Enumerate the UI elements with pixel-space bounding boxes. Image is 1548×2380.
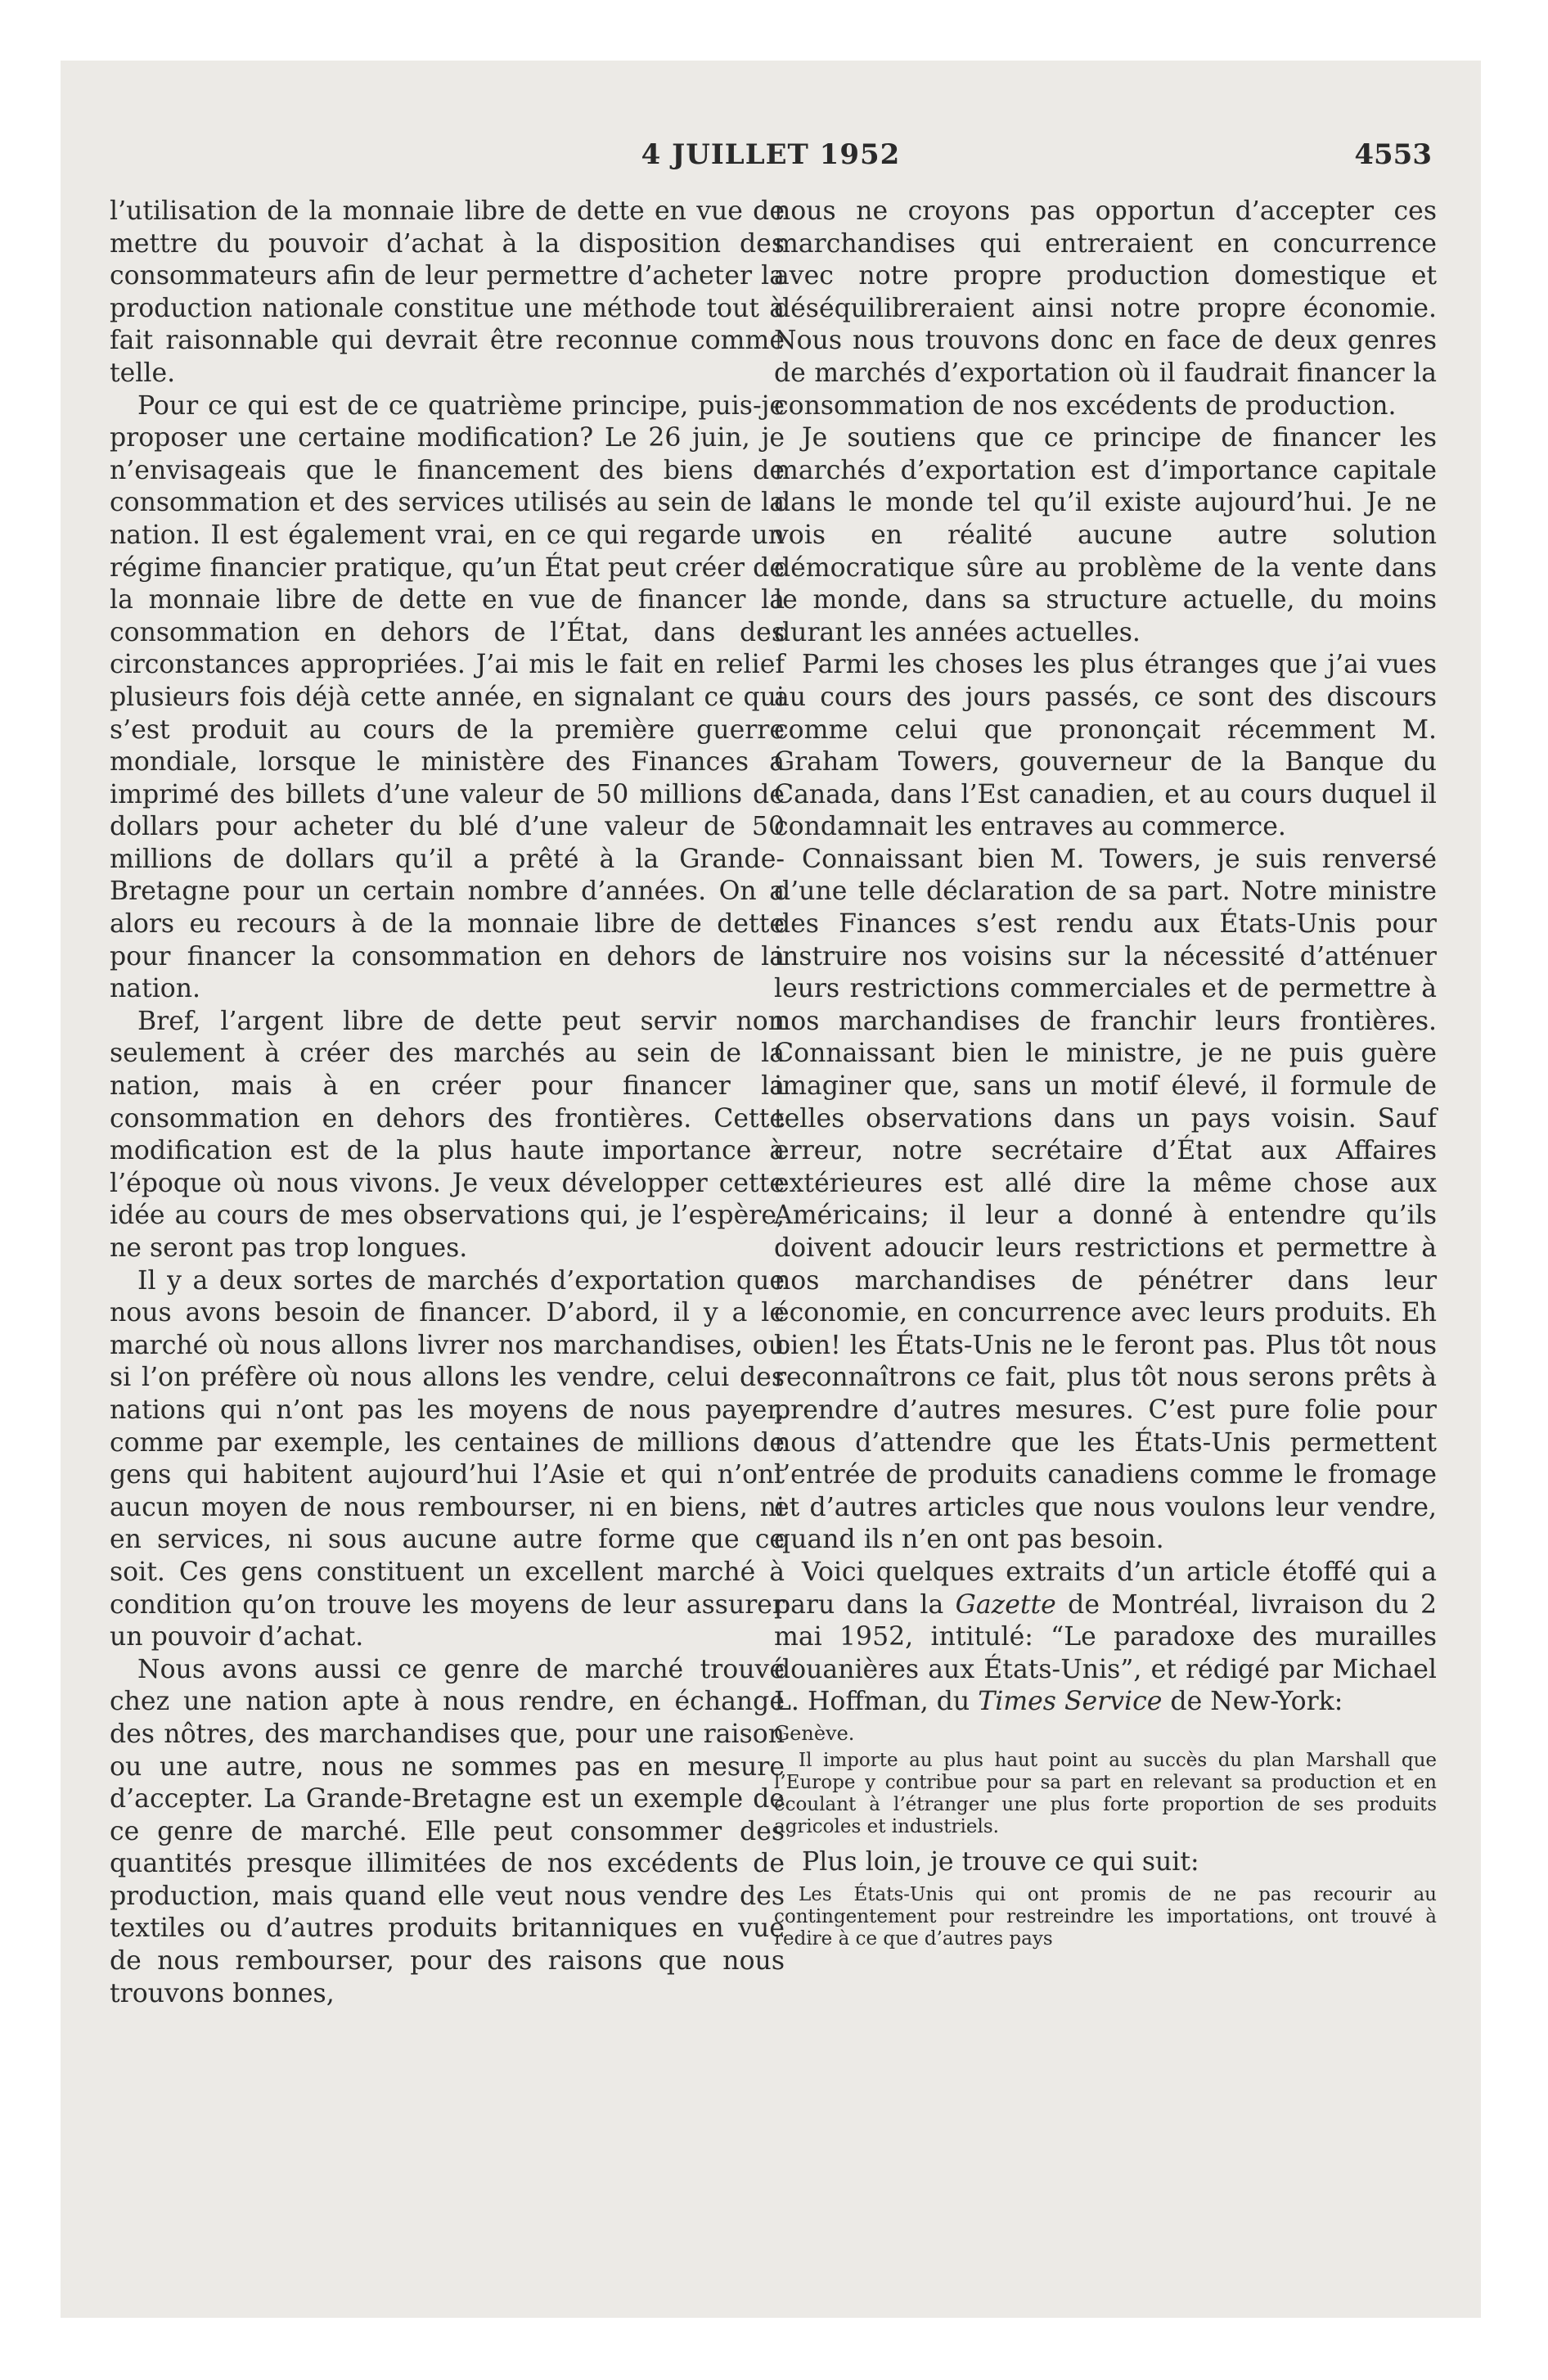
left-paragraph-4: Il y a deux sortes de marchés d’exportation que nous avons besoin de financer. D’abord, il y a le marché où nous allons livrer nos marchandises, ou si l’on préfère où nous allons les vendre, celui des nations qui n’ont pas les moyens de nous payer, comme par exemple, les centaines de millions de gens qui habitent aujourd’hui l’Asie et qui n’ont aucun moyen de nous rembourser, ni en biens, ni en services, ni sous aucune autre forme que ce soit. Ces gens constituent un excellent marché à condition qu’on trouve les moyens de leur assurer un pouvoir d’achat.: [110, 1265, 785, 1652]
left-paragraph-3: Bref, l’argent libre de dette peut servir non seulement à créer des marchés au sein de la nation, mais à en créer pour financer la consommation en dehors des frontières. Cette modification est de la plus haute importance à l’époque où nous vivons. Je veux développer cette idée au cours de mes observations qui, je l’espère, ne seront pas trop longues.: [110, 1006, 785, 1263]
gazette-intro-middle: de Montréal, livraison du 2 mai 1952, intitulé: “Le paradoxe des murailles douanières aux États-Unis”, et rédigé par Michael L. Hoffman, du: [774, 1589, 1437, 1717]
page-date-title: 4 JUILLET 1952: [641, 138, 901, 171]
quote-1-text: Il importe au plus haut point au succès du plan Marshall que l’Europe y contribue pour sa part en relevant sa production et en écoulant à l’étranger une plus forte proportion de ses produits agricoles et industriels.: [774, 1749, 1437, 1837]
right-column: [774, 196, 1437, 1959]
right-paragraph-2: Je soutiens que ce principe de financer les marchés d’exportation est d’importance capitale dans le monde tel qu’il existe aujourd’hui. Je ne vois en réalité aucune autre solution démocratique sûre au problème de la vente dans le monde, dans sa structure actuelle, du moins durant les années actuelles.: [774, 423, 1437, 647]
left-paragraph-5: Nous avons aussi ce genre de marché trouvé chez une nation apte à nous rendre, en échange des nôtres, des marchandises que, pour une raison ou une autre, nous ne sommes pas en mesure d’accepter. La Grande-Bretagne est un exemple de ce genre de marché. Elle peut consommer des quantités presque illimitées de nos excédents de production, mais quand elle veut nous vendre des textiles ou d’autres produits britanniques en vue de nous rembourser, pour des raisons que nous trouvons bonnes,: [110, 1654, 785, 2008]
gazette-intro-before: Voici quelques extraits d’un article étoffé qui a paru dans la: [774, 1557, 1437, 1620]
gazette-name: Gazette: [955, 1589, 1056, 1620]
quote-1-label: Genève.: [774, 1721, 855, 1745]
plus-loin-paragraph: Plus loin, je trouve ce qui suit:: [802, 1846, 1199, 1877]
right-paragraph-4: Connaissant bien M. Towers, je suis renversé d’une telle déclaration de sa part. Notre ministre des Finances s’est rendu aux États-Unis pour instruire nos voisins sur la nécessité d’atténuer leurs restrictions commerciales et de permettre à nos marchandises de franchir leurs frontières. Connaissant bien le ministre, je ne puis guère imaginer que, sans un motif élevé, il formule de telles observations dans un pays voisin. Sauf erreur, notre secrétaire d’État aux Affaires extérieures est allé dire la même chose aux Américains; il leur a donné à entendre qu’ils doivent adoucir leurs restrictions et permettre à nos marchandises de pénétrer dans leur économie, en concurrence avec leurs produits. Eh bien! les États-Unis ne le feront pas. Plus tôt nous reconnaîtrons ce fait, plus tôt nous serons prêts à prendre d’autres mesures. C’est pure folie pour nous d’attendre que les États-Unis permettent l’entrée de produits canadiens comme le fromage et d’autres articles que nous voulons leur vendre, quand ils n’en ont pas besoin.: [774, 844, 1437, 1555]
right-paragraph-1: nous ne croyons pas opportun d’accepter ces marchandises qui entreraient en concurrence avec notre propre production domestique et déséquilibreraient ainsi notre propre économie. Nous nous trouvons donc en face de deux genres de marchés d’exportation où il faudrait financer la consommation de nos excédents de production.: [774, 196, 1437, 421]
page-header: [61, 138, 1481, 187]
left-column: [110, 196, 785, 2010]
gazette-intro-after: de New-York:: [1162, 1687, 1343, 1717]
page-number: 4553: [1354, 138, 1432, 171]
right-paragraph-3: Parmi les choses les plus étranges que j’ai vues au cours des jours passés, ce sont des discours comme celui que prononçait récemment M. Graham Towers, gouverneur de la Banque du Canada, dans l’Est canadien, et au cours duquel il condamnait les entraves au commerce.: [774, 650, 1437, 842]
gazette-intro-paragraph: [774, 1557, 1437, 1719]
left-paragraph-1: l’utilisation de la monnaie libre de dette en vue de mettre du pouvoir d’achat à la disposition des consommateurs afin de leur permettre d’acheter la production nationale constitue une méthode tout à fait raisonnable qui devrait être reconnue comme telle.: [110, 196, 785, 388]
left-paragraph-2: Pour ce qui est de ce quatrième principe, puis-je proposer une certaine modification? Le 26 juin, je n’envisageais que le financement des biens de consommation et des services utilisés au sein de la nation. Il est également vrai, en ce qui regarde un régime financier pratique, qu’un État peut créer de la monnaie libre de dette en vue de financer la consommation en dehors de l’État, dans des circonstances appropriées. J’ai mis le fait en relief plusieurs fois déjà cette année, en signalant ce qui s’est produit au cours de la première guerre mondiale, lorsque le ministère des Finances a imprimé des billets d’une valeur de 50 millions de dollars pour acheter du blé d’une valeur de 50 millions de dollars qu’il a prêté à la Grande-Bretagne pour un certain nombre d’années. On a alors eu recours à de la monnaie libre de dette pour financer la consommation en dehors de la nation.: [110, 390, 785, 1004]
quote-2-text: Les États-Unis qui ont promis de ne pas recourir au contingentement pour restreindre les importations, ont trouvé à redire à ce que d’autres pays: [774, 1883, 1437, 1950]
page-scan: [61, 61, 1481, 2318]
times-service-name: Times Service: [978, 1687, 1163, 1717]
